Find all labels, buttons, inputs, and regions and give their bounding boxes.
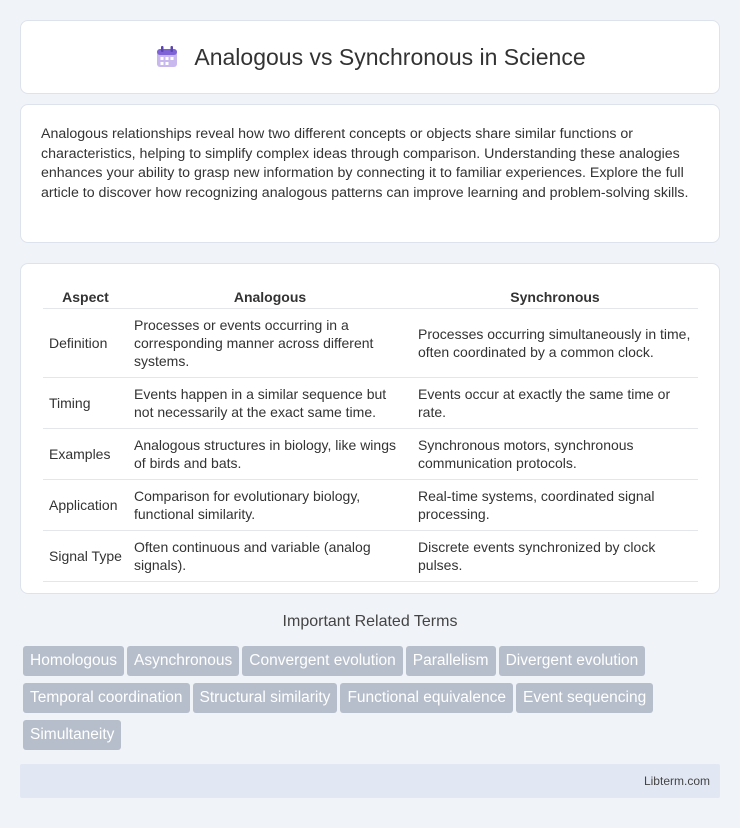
header-synchronous: Synchronous — [412, 284, 698, 309]
related-terms-list — [23, 646, 723, 757]
table-row — [43, 378, 698, 429]
footer-site-link[interactable]: Libterm.com — [643, 774, 710, 788]
row-aspect: Application — [43, 480, 128, 531]
row-synchronous: Events occur at exactly the same time or rate. — [412, 378, 698, 429]
header-aspect: Aspect — [43, 284, 128, 309]
row-synchronous: Discrete events synchronized by clock pulses. — [412, 531, 698, 582]
term-tag[interactable]: Divergent evolution — [499, 646, 646, 676]
calendar-icon — [154, 44, 180, 70]
row-aspect: Examples — [43, 429, 128, 480]
intro-text: Analogous relationships reveal how two different concepts or objects share similar functions or characteristics, helping to simplify complex ideas through comparison. Understanding these analogies enhances your ability to grasp new information by connecting it to familiar experiences. Explore the full article to discover how recognizing analogous patterns can improve learning and problem-solving skills. — [20, 104, 720, 243]
header-analogous: Analogous — [128, 284, 412, 309]
footer — [20, 764, 720, 798]
table-row — [43, 480, 698, 531]
comparison-card — [20, 263, 720, 594]
table-header-row — [43, 284, 698, 309]
table-row — [43, 429, 698, 480]
row-synchronous: Synchronous motors, synchronous communication protocols. — [412, 429, 698, 480]
term-tag[interactable]: Convergent evolution — [242, 646, 403, 676]
row-synchronous: Real-time systems, coordinated signal processing. — [412, 480, 698, 531]
row-aspect: Timing — [43, 378, 128, 429]
term-tag[interactable]: Functional equivalence — [340, 683, 513, 713]
term-tag[interactable]: Event sequencing — [516, 683, 653, 713]
row-synchronous: Processes occurring simultaneously in time, often coordinated by a common clock. — [412, 309, 698, 378]
row-analogous: Analogous structures in biology, like wings of birds and bats. — [128, 429, 412, 480]
page-title: Analogous vs Synchronous in Science — [194, 43, 586, 70]
row-analogous: Processes or events occurring in a corresponding manner across different systems. — [128, 309, 412, 378]
term-tag[interactable]: Parallelism — [406, 646, 496, 676]
row-analogous: Often continuous and variable (analog signals). — [128, 531, 412, 582]
term-tag[interactable]: Simultaneity — [23, 720, 121, 750]
table-row — [43, 309, 698, 378]
term-tag[interactable]: Asynchronous — [127, 646, 239, 676]
term-tag[interactable]: Homologous — [23, 646, 124, 676]
row-aspect: Signal Type — [43, 531, 128, 582]
term-tag[interactable]: Temporal coordination — [23, 683, 190, 713]
comparison-table — [43, 284, 698, 582]
row-aspect: Definition — [43, 309, 128, 378]
page-header — [20, 20, 720, 94]
term-tag[interactable]: Structural similarity — [193, 683, 338, 713]
row-analogous: Comparison for evolutionary biology, functional similarity. — [128, 480, 412, 531]
table-row — [43, 531, 698, 582]
related-terms-title: Important Related Terms — [282, 613, 458, 630]
row-analogous: Events happen in a similar sequence but not necessarily at the exact same time. — [128, 378, 412, 429]
